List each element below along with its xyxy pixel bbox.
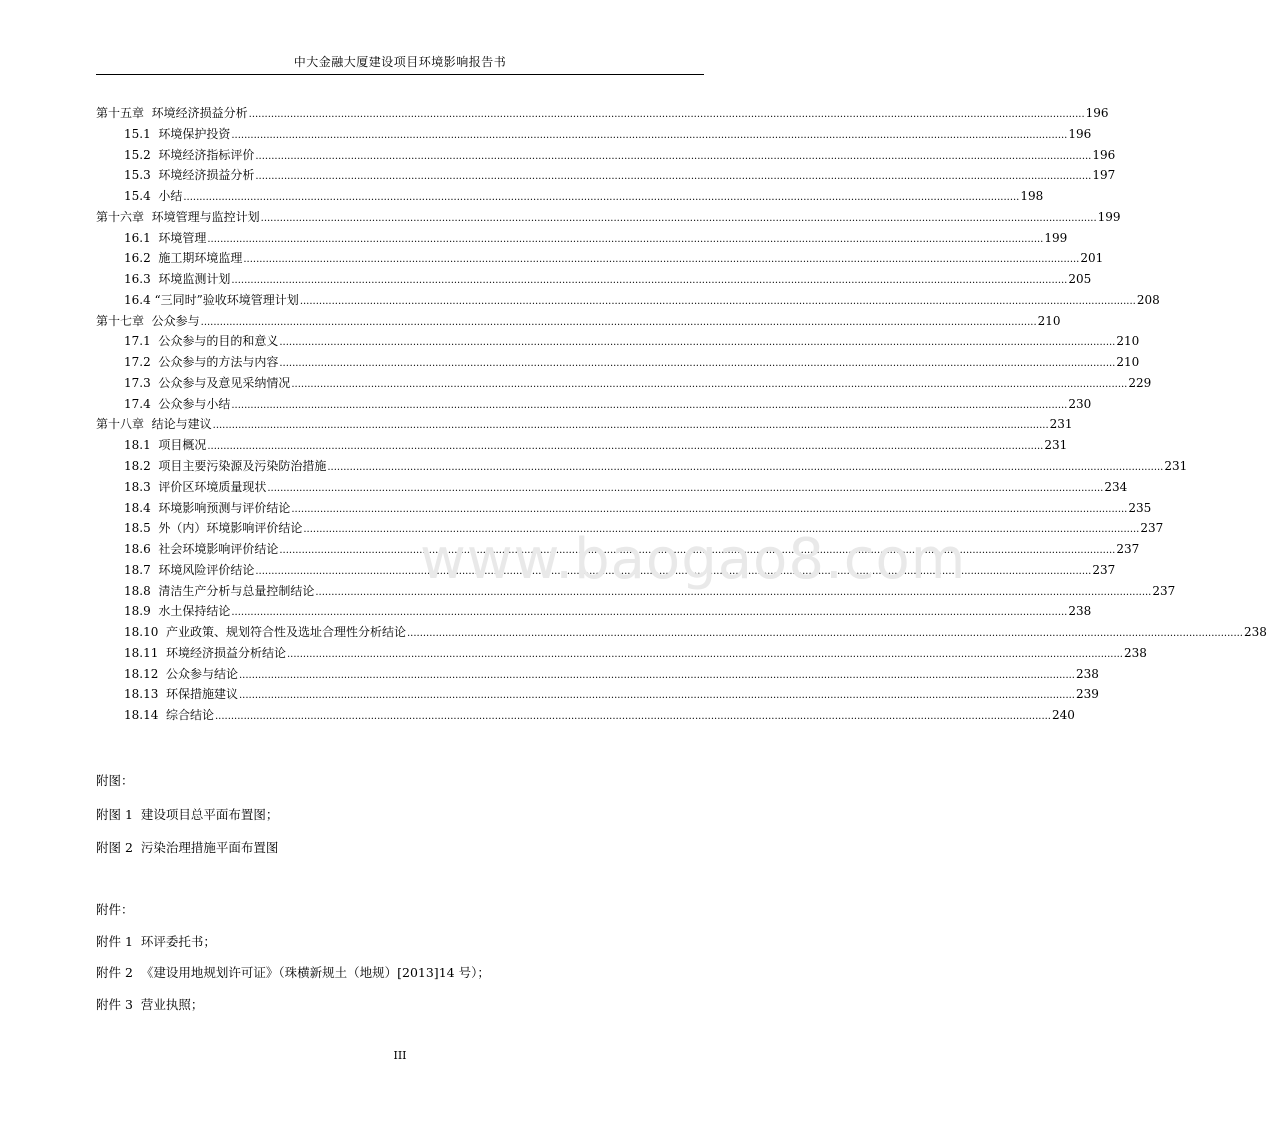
toc-entry-page: 240 xyxy=(1052,708,1075,723)
toc-entry-page: 205 xyxy=(1068,272,1092,287)
toc-dot-leader xyxy=(239,666,1075,687)
toc-dot-leader xyxy=(243,250,1079,271)
toc-entry-label: 15.3 环境经济损益分析 xyxy=(124,168,255,183)
toc-entry-label: 18.8 清洁生产分析与总量控制结论 xyxy=(124,583,315,598)
toc-entry-label: 15.2 环境经济指标评价 xyxy=(124,147,255,162)
toc-entry-page: 198 xyxy=(1020,189,1044,204)
toc-dot-leader xyxy=(207,230,1043,251)
attachment-item-1: 附件 1 环评委托书； xyxy=(96,934,216,949)
toc-dot-leader xyxy=(183,188,1019,209)
toc-entry-page: 237 xyxy=(1092,562,1116,577)
toc-entry-page: 197 xyxy=(1092,168,1116,183)
toc-dot-leader xyxy=(255,167,1091,188)
toc-dot-leader xyxy=(300,292,1136,313)
toc-chapter-entry[interactable] xyxy=(96,414,1073,435)
table-of-contents xyxy=(96,103,1267,726)
toc-dot-leader xyxy=(213,416,1049,437)
toc-entry-label: 18.12 公众参与结论 xyxy=(124,666,238,681)
figures-heading: 附图： xyxy=(96,773,134,788)
toc-section-entry[interactable] xyxy=(96,435,1068,456)
toc-section-entry[interactable] xyxy=(96,456,1188,477)
toc-dot-leader xyxy=(239,686,1075,707)
toc-section-entry[interactable] xyxy=(96,373,1152,394)
toc-dot-leader xyxy=(201,313,1037,334)
toc-section-entry[interactable] xyxy=(96,601,1092,622)
toc-entry-page: 210 xyxy=(1116,334,1140,349)
toc-entry-label: 18.5 外（内）环境影响评价结论 xyxy=(124,521,303,536)
header-divider xyxy=(96,74,704,75)
toc-entry-label: 17.3 公众参与及意见采纳情况 xyxy=(124,375,291,390)
toc-entry-label: 第十八章 结论与建议 xyxy=(96,417,212,432)
toc-entry-label: 17.2 公众参与的方法与内容 xyxy=(124,355,279,370)
toc-section-entry[interactable] xyxy=(96,498,1152,519)
toc-dot-leader xyxy=(215,707,1051,728)
watermark: www.baogao8.com xyxy=(420,527,967,592)
toc-section-entry[interactable] xyxy=(96,394,1092,415)
toc-entry-label: 16.3 环境监测计划 xyxy=(124,272,231,287)
toc-entry-label: 16.2 施工期环境监理 xyxy=(124,251,243,266)
toc-section-entry[interactable] xyxy=(96,186,1044,207)
toc-entry-label: 17.1 公众参与的目的和意义 xyxy=(124,334,279,349)
toc-dot-leader xyxy=(231,396,1067,417)
toc-entry-page: 234 xyxy=(1104,479,1128,494)
toc-entry-page: 238 xyxy=(1068,604,1092,619)
toc-entry-label: 18.2 项目主要污染源及污染防治措施 xyxy=(124,459,327,474)
toc-entry-label: 18.13 环保措施建议 xyxy=(124,687,238,702)
toc-entry-label: 18.6 社会环境影响评价结论 xyxy=(124,542,279,557)
toc-section-entry[interactable] xyxy=(96,622,1267,643)
toc-entry-page: 231 xyxy=(1049,417,1073,432)
toc-section-entry[interactable] xyxy=(96,165,1116,186)
toc-dot-leader xyxy=(267,479,1103,500)
toc-entry-label: 18.7 环境风险评价结论 xyxy=(124,562,255,577)
attachment-item-3: 附件 3 营业执照； xyxy=(96,997,204,1012)
toc-dot-leader xyxy=(231,271,1067,292)
figure-item-2: 附图 2 污染治理措施平面布置图 xyxy=(96,840,279,855)
toc-entry-label: 18.10 产业政策、规划符合性及选址合理性分析结论 xyxy=(124,625,406,640)
toc-chapter-entry[interactable] xyxy=(96,207,1121,228)
toc-dot-leader xyxy=(327,458,1163,479)
toc-section-entry[interactable] xyxy=(96,352,1140,373)
toc-entry-page: 210 xyxy=(1116,355,1140,370)
toc-entry-label: 18.9 水土保持结论 xyxy=(124,604,231,619)
attachments-heading: 附件： xyxy=(96,902,134,917)
toc-entry-page: 201 xyxy=(1080,251,1104,266)
toc-section-entry[interactable] xyxy=(96,705,1075,726)
toc-entry-page: 230 xyxy=(1068,396,1092,411)
toc-section-entry[interactable] xyxy=(96,477,1128,498)
toc-section-entry[interactable] xyxy=(96,664,1099,685)
toc-dot-leader xyxy=(287,645,1123,666)
toc-dot-leader xyxy=(207,437,1043,458)
toc-dot-leader xyxy=(249,105,1085,126)
toc-dot-leader xyxy=(407,624,1243,645)
toc-entry-page: 231 xyxy=(1164,459,1188,474)
toc-dot-leader xyxy=(261,209,1097,230)
toc-entry-label: 第十六章 环境管理与监控计划 xyxy=(96,209,260,224)
toc-entry-label: 18.14 综合结论 xyxy=(124,708,214,723)
toc-section-entry[interactable] xyxy=(96,145,1116,166)
toc-entry-page: 239 xyxy=(1076,687,1099,702)
toc-entry-page: 196 xyxy=(1085,106,1109,120)
toc-entry-label: 15.4 小结 xyxy=(124,189,183,204)
toc-entry-label: 16.1 环境管理 xyxy=(124,230,207,245)
toc-entry-page: 238 xyxy=(1076,666,1099,681)
toc-dot-leader xyxy=(231,603,1067,624)
toc-entry-page: 208 xyxy=(1136,292,1160,307)
toc-entry-label: 17.4 公众参与小结 xyxy=(124,396,231,411)
toc-entry-page: 237 xyxy=(1140,521,1164,536)
toc-chapter-entry[interactable] xyxy=(96,103,1109,124)
toc-section-entry[interactable] xyxy=(96,290,1160,311)
figure-item-1: 附图 1 建设项目总平面布置图； xyxy=(96,807,279,822)
toc-dot-leader xyxy=(231,126,1067,147)
toc-entry-page: 196 xyxy=(1092,147,1116,162)
toc-entry-page: 199 xyxy=(1044,230,1068,245)
toc-entry-label: 第十七章 公众参与 xyxy=(96,313,200,328)
toc-entry-page: 237 xyxy=(1116,542,1140,557)
toc-dot-leader xyxy=(279,333,1115,354)
toc-chapter-entry[interactable] xyxy=(96,311,1061,332)
toc-section-entry[interactable] xyxy=(96,228,1068,249)
toc-entry-page: 196 xyxy=(1068,126,1092,141)
toc-dot-leader xyxy=(279,354,1115,375)
toc-section-entry[interactable] xyxy=(96,124,1092,145)
toc-entry-label: 第十五章 环境经济损益分析 xyxy=(96,106,248,120)
toc-entry-label: 18.4 环境影响预测与评价结论 xyxy=(124,500,291,515)
toc-dot-leader xyxy=(255,147,1091,168)
toc-entry-label: 18.3 评价区环境质量现状 xyxy=(124,479,267,494)
toc-section-entry[interactable] xyxy=(96,269,1092,290)
toc-dot-leader xyxy=(291,375,1127,396)
toc-entry-page: 231 xyxy=(1044,438,1068,453)
toc-section-entry[interactable] xyxy=(96,643,1147,664)
page-number: III xyxy=(393,1049,407,1062)
toc-entry-page: 199 xyxy=(1097,209,1121,224)
toc-dot-leader xyxy=(291,500,1127,521)
attachment-item-2: 附件 2 《建设用地规划许可证》（珠横新规土（地规）[2013]14 号）； xyxy=(96,965,490,980)
toc-section-entry[interactable] xyxy=(96,248,1104,269)
toc-entry-page: 210 xyxy=(1037,313,1061,328)
toc-entry-page: 238 xyxy=(1244,625,1267,640)
toc-entry-page: 237 xyxy=(1152,583,1176,598)
report-header-title: 中大金融大厦建设项目环境影响报告书 xyxy=(293,55,507,69)
toc-entry-label: 18.11 环境经济损益分析结论 xyxy=(124,645,286,660)
toc-entry-page: 229 xyxy=(1128,375,1152,390)
toc-entry-page: 235 xyxy=(1128,500,1152,515)
toc-section-entry[interactable] xyxy=(96,684,1099,705)
toc-entry-label: 16.4 “三同时”验收环境管理计划 xyxy=(124,292,299,307)
toc-entry-label: 18.1 项目概况 xyxy=(124,438,207,453)
toc-section-entry[interactable] xyxy=(96,331,1140,352)
toc-entry-page: 238 xyxy=(1124,645,1147,660)
toc-entry-label: 15.1 环境保护投资 xyxy=(124,126,231,141)
